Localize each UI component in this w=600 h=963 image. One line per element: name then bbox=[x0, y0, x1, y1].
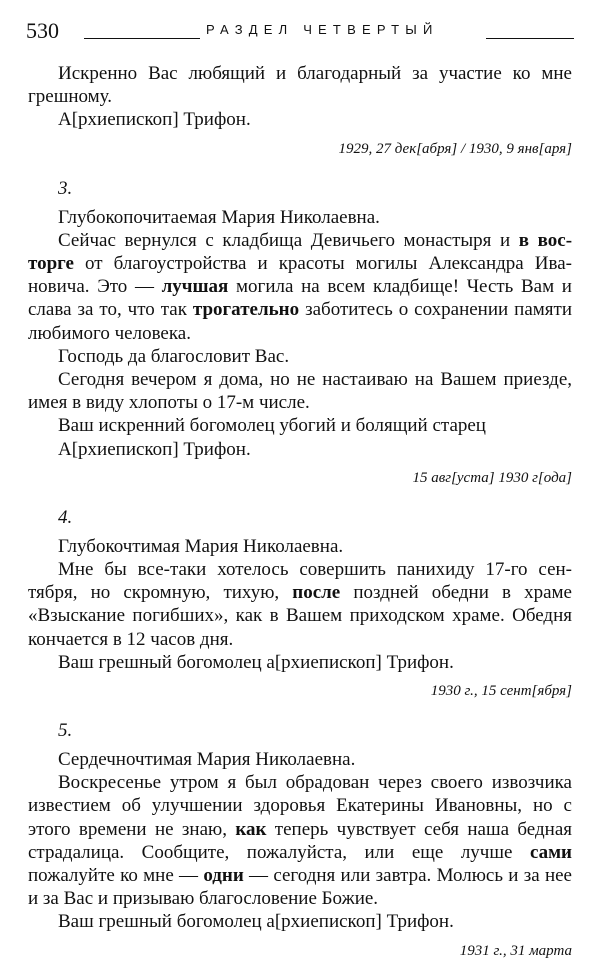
letter-3-paragraph-2: Господь да благословит Вас. bbox=[58, 345, 290, 367]
emphasis-run: трогательно bbox=[192, 299, 300, 321]
letter-3-salutation: Глубокопочитаемая Мария Николаевна. bbox=[58, 206, 380, 228]
letter-3-date: 15 авг[уста] 1930 г[ода] bbox=[412, 469, 572, 486]
letter-3-paragraph-1 bbox=[28, 229, 572, 345]
letter-2-closing: Искренно Вас любящий и благодарный за участие ко мне грешному. bbox=[28, 63, 572, 108]
text-run: Мне бы все-таки хотелось совершить панихиду 17-го сентября, но скромную, тихую, bbox=[28, 559, 572, 604]
emphasis-run: сами bbox=[529, 841, 572, 863]
page-number: 530 bbox=[26, 18, 59, 43]
text-run: — сегодня или завтра. Молюсь и за нее и за Вас и призываю благословение Божие. bbox=[28, 865, 572, 910]
letter-3-paragraph-3: Сегодня вечером я дома, но не настаиваю на Вашем приезде, имея в виду хлопоты о 17-м числе. bbox=[28, 369, 572, 414]
letter-5-salutation: Сердечночтимая Мария Николаевна. bbox=[58, 749, 356, 771]
emphasis-run: лучшая bbox=[161, 276, 229, 298]
text-run: от благоустройства и красоты могилы Александра Ивановича. Это — bbox=[28, 253, 572, 298]
text-run: поздней обедни в храме «Взыскание погибших», как в Вашем приходском храме. Обедня кончается в 12 часов дня. bbox=[28, 582, 572, 650]
section-title: РАЗДЕЛ ЧЕТВЕРТЫЙ bbox=[206, 22, 439, 37]
emphasis-run: как bbox=[235, 818, 267, 840]
text-run: заботитесь о сохранении памяти любимого человека. bbox=[28, 299, 572, 344]
letter-5-date: 1931 г., 31 марта bbox=[459, 942, 572, 959]
text-run: могила на всем кладбище! Честь Вам и слава за то, что так bbox=[28, 276, 572, 321]
emphasis-run: в восторге bbox=[28, 229, 573, 275]
text-run: Воскресенье утром я был обрадован через своего извозчика известием об улучшении здоровья Екатерины Ивановны, но с этого времени не знаю, bbox=[28, 772, 572, 840]
header-rule-left bbox=[84, 38, 200, 39]
letter-5-closing: Ваш грешный богомолец а[рхиепископ] Трифон. bbox=[58, 911, 454, 933]
letter-3-number: 3. bbox=[58, 177, 73, 199]
header-rule-right bbox=[486, 38, 574, 39]
letter-4-date: 1930 г., 15 сент[ября] bbox=[430, 683, 572, 700]
letter-4-paragraph-1 bbox=[28, 558, 572, 651]
text-run: пожалуйте ко мне — bbox=[28, 865, 204, 887]
text-run: Сейчас вернулся с кладбища Девичьего монастыря и bbox=[58, 229, 519, 251]
letter-3-signature: А[рхиепископ] Трифон. bbox=[58, 438, 251, 460]
emphasis-run: после bbox=[292, 582, 341, 604]
letter-4-number: 4. bbox=[58, 506, 73, 528]
letter-2-date: 1929, 27 дек[абря] / 1930, 9 янв[аря] bbox=[338, 140, 572, 157]
letter-2-signature: А[рхиепископ] Трифон. bbox=[58, 109, 251, 131]
letter-3-closing: Ваш искренний богомолец убогий и болящий старец bbox=[58, 415, 486, 437]
letter-5-number: 5. bbox=[58, 720, 73, 742]
running-header bbox=[26, 16, 574, 46]
letter-4-salutation: Глубокочтимая Мария Николаевна. bbox=[58, 535, 344, 557]
emphasis-run: одни bbox=[203, 865, 244, 887]
body-text bbox=[28, 62, 572, 961]
letter-4-closing: Ваш грешный богомолец а[рхиепископ] Трифон. bbox=[58, 651, 454, 673]
text-run: теперь чувствует себя наша бедная страдалица. Сообщите, пожалуйста, или еще лучше bbox=[28, 818, 572, 863]
letter-5-paragraph-1 bbox=[28, 771, 572, 910]
